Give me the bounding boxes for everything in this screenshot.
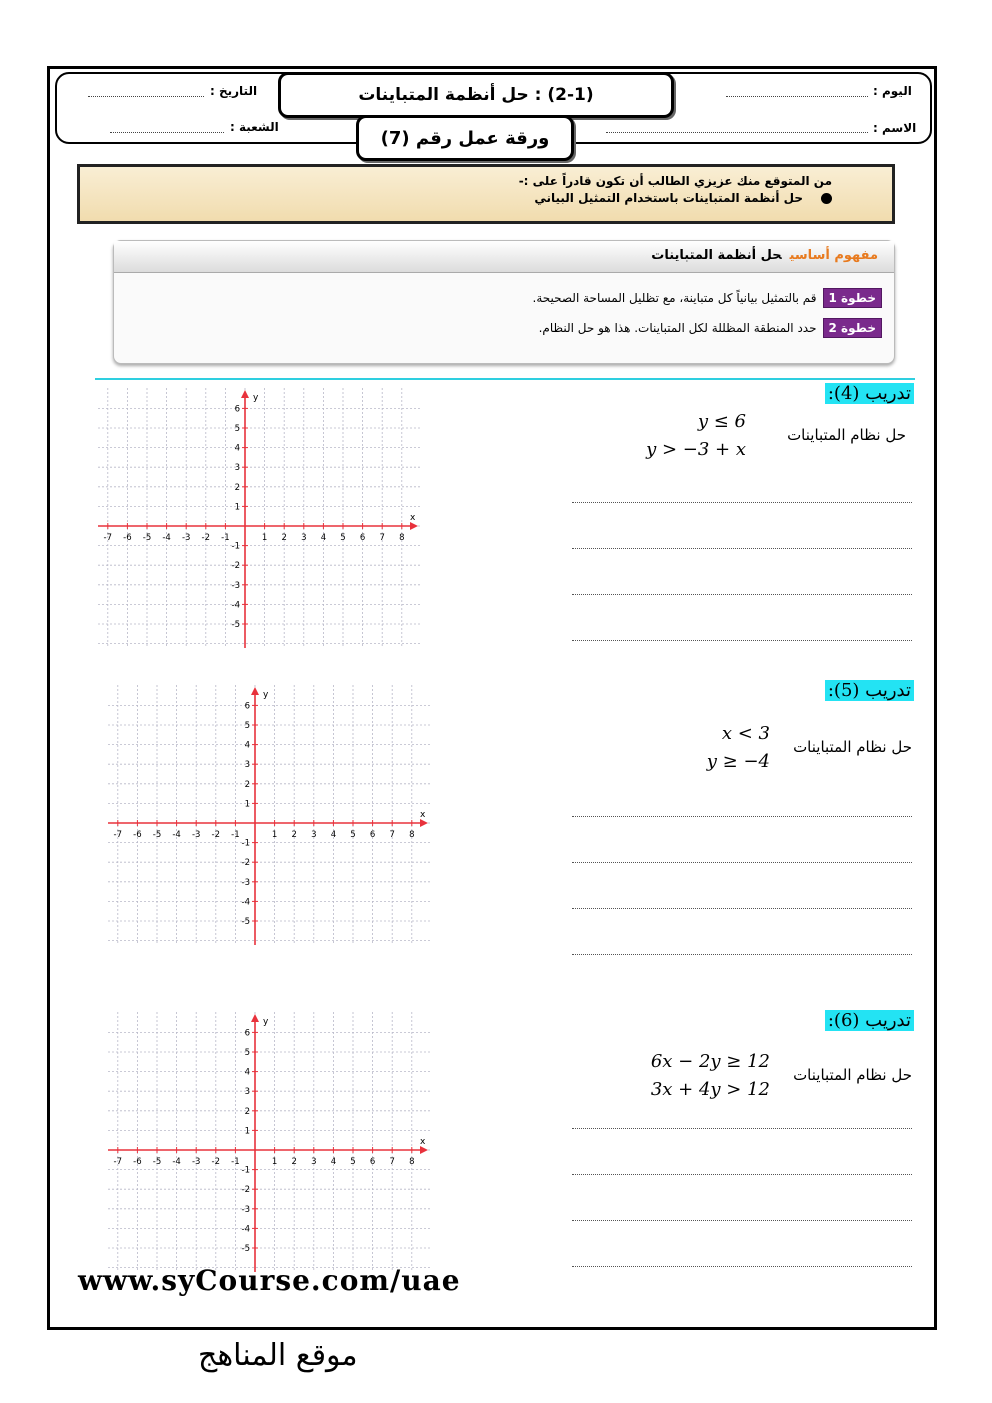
exercise-4-line-1: y ≤ 6 — [697, 411, 746, 432]
y-tick-label: -4 — [241, 1224, 250, 1235]
day-label: اليوم : — [873, 84, 912, 98]
x-tick-label: -3 — [191, 1157, 201, 1167]
y-tick-label: 5 — [244, 1048, 250, 1058]
step-1-text: قم بالتمثيل بيانياً كل متباينة، مع تظليل المساحة الصحيحة. — [532, 291, 817, 305]
x-tick-label: 7 — [389, 830, 395, 840]
objective-item — [80, 190, 832, 207]
y-tick-label: -4 — [231, 600, 240, 611]
y-tick-label: -5 — [241, 917, 250, 927]
worksheet-title: ورقة عمل رقم (7) — [356, 115, 574, 161]
y-tick-label: 5 — [244, 721, 250, 731]
y-tick-label: 1 — [244, 799, 250, 810]
x-tick-label: -4 — [172, 830, 181, 840]
answer-line[interactable] — [572, 640, 912, 641]
section-label: الشعبة : — [230, 120, 279, 134]
exercise-6-inequalities — [651, 1048, 770, 1104]
y-axis-arrow-icon — [251, 1014, 259, 1022]
y-tick-label: -5 — [241, 1244, 250, 1254]
y-tick-label: 6 — [244, 1028, 250, 1039]
y-tick-label: 4 — [244, 740, 250, 751]
x-tick-label: 6 — [359, 533, 366, 543]
y-tick-label: -2 — [231, 561, 240, 572]
y-tick-label: 6 — [234, 404, 240, 415]
x-tick-label: -6 — [133, 1157, 142, 1167]
x-tick-label: 8 — [399, 533, 405, 543]
y-tick-label: 2 — [234, 482, 240, 493]
y-tick-label: -1 — [241, 838, 250, 849]
x-tick-label: -2 — [211, 1157, 221, 1167]
x-tick-label: -5 — [152, 1157, 162, 1167]
y-tick-label: 3 — [244, 760, 250, 771]
x-axis-arrow-icon — [410, 522, 418, 530]
x-tick-label: -4 — [162, 533, 171, 543]
coordinate-grid-exercise-4[interactable] — [98, 388, 422, 648]
answer-line[interactable] — [572, 594, 912, 595]
x-tick-label: 7 — [379, 533, 385, 543]
y-tick-label: 5 — [234, 424, 240, 434]
x-axis-label: x — [420, 810, 426, 820]
y-tick-label: -1 — [241, 1165, 250, 1176]
exercise-5-line-2: y ≥ −4 — [706, 751, 770, 772]
x-tick-label: 8 — [409, 830, 415, 840]
exercise-5-title: تدريب (5): — [825, 680, 914, 701]
answer-line[interactable] — [572, 1174, 912, 1175]
x-tick-label: 6 — [369, 830, 376, 840]
y-tick-label: -4 — [241, 897, 250, 908]
y-tick-label: -2 — [241, 858, 250, 869]
x-tick-label: -2 — [211, 830, 221, 840]
exercise-5-line-1: x < 3 — [721, 723, 770, 744]
coordinate-grid-exercise-5[interactable] — [108, 685, 432, 945]
x-tick-label: 7 — [389, 1157, 395, 1167]
y-tick-label: -5 — [231, 620, 240, 630]
x-tick-label: -5 — [152, 830, 162, 840]
lesson-title: (2-1) : حل أنظمة المتباينات — [278, 72, 674, 118]
y-tick-label: 6 — [244, 701, 250, 712]
date-label: التاريخ : — [210, 84, 258, 98]
x-tick-label: -4 — [172, 1157, 181, 1167]
x-tick-label: -6 — [123, 533, 132, 543]
y-axis-label: y — [263, 1017, 269, 1027]
y-tick-label: 4 — [234, 443, 240, 454]
x-tick-label: -7 — [103, 533, 113, 543]
answer-line[interactable] — [572, 816, 912, 817]
exercise-6-line-2: 3x + 4y > 12 — [650, 1079, 770, 1100]
concept-title: حل أنظمة المتباينات — [651, 248, 782, 263]
exercise-4-inequalities — [646, 408, 746, 464]
answer-line[interactable] — [572, 908, 912, 909]
name-label: الاسم : — [873, 121, 917, 135]
y-axis-label: y — [263, 690, 269, 700]
exercise-5-prompt: حل نظام المتباينات — [793, 738, 912, 756]
answer-line[interactable] — [572, 502, 912, 503]
step-1-badge: خطوة 1 — [823, 288, 882, 308]
concept-header — [114, 241, 894, 273]
exercise-6-line-1: 6x − 2y ≥ 12 — [650, 1051, 770, 1072]
concept-step-1 — [114, 283, 894, 313]
answer-line[interactable] — [572, 548, 912, 549]
x-tick-label: -7 — [113, 1157, 123, 1167]
answer-line[interactable] — [572, 1220, 912, 1221]
answer-line[interactable] — [572, 1128, 912, 1129]
x-tick-label: -1 — [231, 830, 240, 840]
answer-line[interactable] — [572, 954, 912, 955]
bullet-icon — [821, 193, 832, 204]
x-tick-label: 8 — [409, 1157, 415, 1167]
site-url[interactable]: www.syCourse.com/uae — [78, 1264, 461, 1297]
day-field[interactable] — [726, 96, 868, 97]
y-tick-label: -1 — [231, 541, 240, 552]
x-tick-label: -5 — [142, 533, 152, 543]
x-tick-label: -2 — [201, 533, 211, 543]
exercise-4-line-2: y > −3 + x — [646, 439, 746, 460]
x-tick-label: 3 — [301, 533, 307, 543]
concept-step-2 — [114, 313, 894, 343]
y-tick-label: 3 — [244, 1087, 250, 1098]
y-tick-label: 2 — [244, 1106, 250, 1117]
x-tick-label: 3 — [311, 830, 317, 840]
x-tick-label: 1 — [261, 533, 268, 543]
x-tick-label: 2 — [291, 830, 297, 840]
x-tick-label: -1 — [231, 1157, 240, 1167]
y-axis-arrow-icon — [251, 687, 259, 695]
x-tick-label: -7 — [113, 830, 123, 840]
x-tick-label: 5 — [350, 1157, 356, 1167]
name-field[interactable] — [606, 132, 868, 133]
objective-box — [77, 164, 895, 224]
key-concept-box — [113, 240, 895, 364]
x-tick-label: 5 — [350, 830, 356, 840]
y-axis-label: y — [253, 393, 259, 403]
x-tick-label: 6 — [369, 1157, 376, 1167]
x-tick-label: 2 — [291, 1157, 297, 1167]
x-tick-label: -1 — [221, 533, 230, 543]
x-tick-label: 1 — [271, 1157, 278, 1167]
answer-line[interactable] — [572, 862, 912, 863]
exercise-4-title: تدريب (4): — [825, 383, 914, 404]
y-axis-arrow-icon — [241, 390, 249, 398]
x-tick-label: 1 — [271, 830, 278, 840]
concept-label: مفهوم أساسي — [789, 248, 878, 263]
x-axis-arrow-icon — [420, 819, 428, 827]
step-2-text: حدد المنطقة المظللة لكل المتباينات. هذا هو حل النظام. — [538, 321, 817, 335]
x-tick-label: 5 — [340, 533, 346, 543]
y-tick-label: -3 — [231, 580, 240, 591]
x-tick-label: -3 — [191, 830, 201, 840]
y-tick-label: 1 — [244, 1126, 250, 1137]
site-name: موقع المناهج — [198, 1338, 358, 1373]
x-tick-label: 2 — [281, 533, 287, 543]
objective-intro: من المتوقع منك عزيزي الطالب أن تكون قادراً على :- — [518, 174, 832, 188]
y-tick-label: -3 — [241, 1204, 250, 1215]
x-tick-label: -3 — [181, 533, 191, 543]
x-tick-label: 4 — [320, 533, 327, 543]
step-2-badge: خطوة 2 — [823, 318, 882, 338]
x-axis-label: x — [410, 513, 416, 523]
x-tick-label: -6 — [133, 830, 142, 840]
exercise-6-prompt: حل نظام المتباينات — [793, 1066, 912, 1084]
answer-line[interactable] — [572, 1266, 912, 1267]
coordinate-grid-exercise-6[interactable] — [108, 1012, 432, 1272]
x-tick-label: 4 — [330, 830, 337, 840]
objective-item-text: حل أنظمة المتباينات باستخدام التمثيل البياني — [534, 191, 803, 205]
y-tick-label: -2 — [241, 1185, 250, 1196]
exercise-4-prompt: حل نظام المتباينات — [787, 426, 906, 444]
x-tick-label: 3 — [311, 1157, 317, 1167]
y-tick-label: -3 — [241, 877, 250, 888]
section-divider — [95, 378, 915, 380]
exercise-5-inequalities — [707, 720, 770, 776]
date-field[interactable] — [88, 96, 204, 97]
y-tick-label: 3 — [234, 463, 240, 474]
x-axis-arrow-icon — [420, 1146, 428, 1154]
y-tick-label: 4 — [244, 1067, 250, 1078]
y-tick-label: 1 — [234, 502, 240, 513]
exercise-6-title: تدريب (6): — [825, 1010, 914, 1031]
x-tick-label: 4 — [330, 1157, 337, 1167]
section-field[interactable] — [110, 132, 224, 133]
x-axis-label: x — [420, 1137, 426, 1147]
y-tick-label: 2 — [244, 779, 250, 790]
